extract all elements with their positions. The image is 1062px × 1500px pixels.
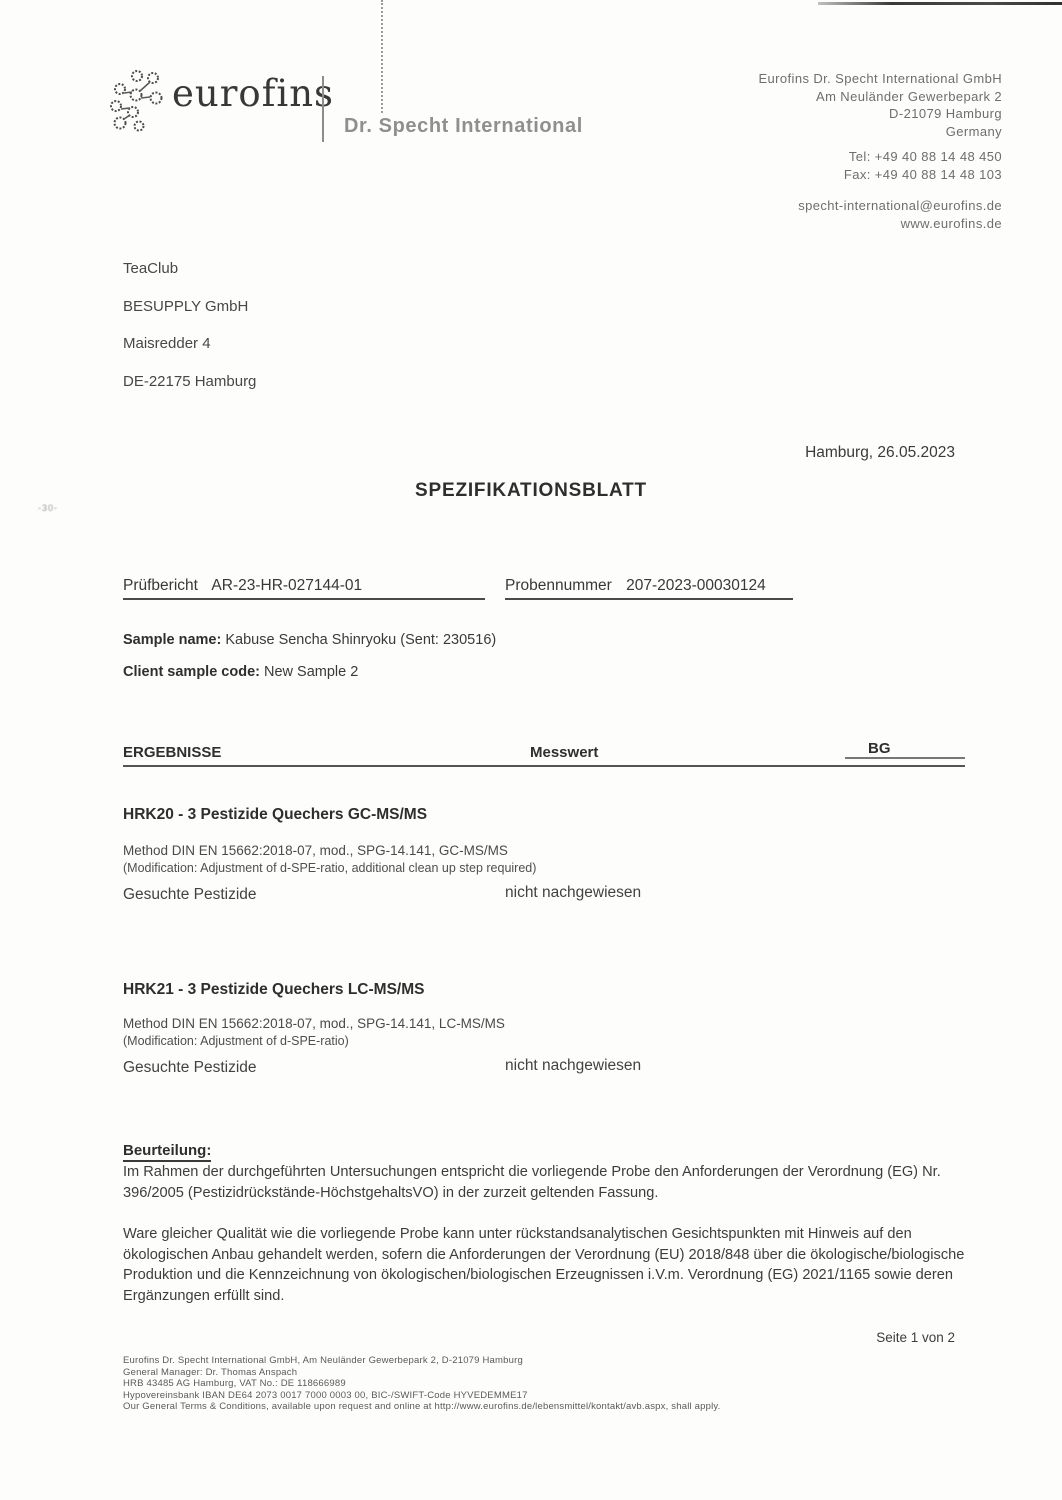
hrk20-result-value: nicht nachgewiesen xyxy=(505,884,642,901)
recipient-company: BESUPPLY GmbH xyxy=(123,297,249,315)
footer-line-hrb-vat: HRB 43485 AG Hamburg, VAT No.: DE 118666989 xyxy=(123,1378,346,1389)
sample-name-value: Kabuse Sencha Shinryoku (Sent: 230516) xyxy=(225,632,497,648)
probennummer-field xyxy=(505,577,793,600)
sender-company: Eurofins Dr. Specht International GmbH xyxy=(758,71,1002,86)
footer-line-bank: Hypovereinsbank IBAN DE64 2073 0017 7000 0003 00, BIC-/SWIFT-Code HYVEDEMME17 xyxy=(123,1389,528,1401)
assessment-heading: Beurteilung: xyxy=(123,1142,211,1162)
recipient-city: DE-22175 Hamburg xyxy=(123,372,257,390)
footer-legal-block xyxy=(123,1355,923,1413)
results-col-ergebnisse: ERGEBNISSE xyxy=(123,744,221,767)
pruefbericht-field xyxy=(123,577,485,600)
sender-street: Am Neuländer Gewerbepark 2 xyxy=(816,88,1002,104)
assessment-paragraph-2: Ware gleicher Qualität wie die vorliegende Probe kann unter rückstandsanalytischen Gesichtspunkten mit Hinweis auf den ökologischen Anbau gehandelt werden, sofern die Anforderungen der Verordnung (EU) 2018/848 über die ökologische/biologische Produktion und die Kennzeichnung von ökologischen/biologischen Erzeugnissen i.V.m. Verordnung (EG) 2021/1165 sowie deren Ergänzungen erfüllt sind. xyxy=(123,1226,965,1304)
website-line: www.eurofins.de xyxy=(900,215,1002,231)
client-sample-code-line xyxy=(123,664,358,680)
sample-name-line xyxy=(123,632,496,648)
section-hrk20-title: HRK20 - 3 Pestizide Quechers GC-MS/MS xyxy=(123,806,428,823)
section-hrk21-title: HRK21 - 3 Pestizide Quechers LC-MS/MS xyxy=(123,981,425,998)
sample-name-label: Sample name: xyxy=(123,632,222,648)
scan-artifact-dotted-vertical-line xyxy=(381,0,383,113)
page-number: Seite 1 von 2 xyxy=(876,1330,955,1345)
recipient-street: Maisredder 4 xyxy=(123,335,211,352)
sender-address-block xyxy=(758,70,1002,140)
section-hrk20-result-row xyxy=(123,886,257,904)
footer-line-terms: Our General Terms & Conditions, available upon request and online at http://www.eurofins.de/lebensmittel/kontakt/avb.aspx, shall apply. xyxy=(123,1401,721,1412)
section-hrk21-result-row xyxy=(123,1059,257,1077)
results-header-bg-underline xyxy=(845,757,965,759)
place-date-line: Hamburg, 26.05.2023 xyxy=(805,444,955,461)
hrk21-result-value: nicht nachgewiesen xyxy=(505,1057,642,1074)
document-title: SPEZIFIKATIONSBLATT xyxy=(415,480,647,501)
client-sample-code-value: New Sample 2 xyxy=(264,664,359,680)
results-header-rule xyxy=(123,765,965,767)
scan-artifact-top-line xyxy=(818,2,1062,5)
logo-separator-line xyxy=(322,76,324,142)
tel-line: Tel: +49 40 88 14 48 450 xyxy=(848,149,1002,164)
footer-line-company: Eurofins Dr. Specht International GmbH, Am Neuländer Gewerbepark 2, D-21079 Hamburg xyxy=(123,1355,523,1366)
results-col-messwert: Messwert xyxy=(530,744,599,761)
eurofins-logo-text: eurofins xyxy=(172,72,335,115)
hrk20-analyte: Gesuchte Pestizide xyxy=(123,886,257,903)
eurofins-molecule-icon xyxy=(106,68,168,134)
sub-logo-dr-specht: Dr. Specht International xyxy=(344,115,583,137)
sender-city: D-21079 Hamburg xyxy=(889,106,1002,121)
fax-line: Fax: +49 40 88 14 48 103 xyxy=(843,166,1002,182)
hrk21-analyte: Gesuchte Pestizide xyxy=(123,1059,257,1076)
contact-block xyxy=(798,197,1002,232)
section-hrk20-method: Method DIN EN 15662:2018-07, mod., SPG-14.141, GC-MS/MS xyxy=(123,843,508,858)
telfax-block xyxy=(844,148,1002,183)
pruefbericht-value: AR-23-HR-027144-01 xyxy=(211,577,363,594)
section-hrk20-modification: (Modification: Adjustment of d-SPE-ratio, additional clean up step required) xyxy=(123,861,537,875)
client-sample-code-label: Client sample code: xyxy=(123,664,260,680)
footer-line-manager: General Manager: Dr. Thomas Anspach xyxy=(123,1366,298,1378)
recipient-name: TeaClub xyxy=(123,260,179,277)
assessment-paragraph-1: Im Rahmen der durchgeführten Untersuchungen entspricht die vorliegende Probe den Anforderungen der Verordnung (EG) Nr. 396/2005 (Pestizidrückstände-HöchstgehaltsVO) in der zurzeit geltenden Fassung. xyxy=(123,1164,941,1201)
scan-artifact-smudge: -30- xyxy=(38,503,59,513)
section-hrk21-method: Method DIN EN 15662:2018-07, mod., SPG-14.141, LC-MS/MS xyxy=(123,1016,505,1031)
probennummer-label: Probennummer xyxy=(505,577,612,594)
sender-country: Germany xyxy=(945,123,1002,139)
recipient-address-block xyxy=(123,260,256,410)
email-line: specht-international@eurofins.de xyxy=(798,198,1002,213)
section-hrk21-modification: (Modification: Adjustment of d-SPE-ratio) xyxy=(123,1034,349,1048)
pruefbericht-label: Prüfbericht xyxy=(123,577,198,594)
eurofins-logo xyxy=(106,68,334,134)
results-col-bg: BG xyxy=(868,740,891,757)
probennummer-value: 207-2023-00030124 xyxy=(626,577,766,594)
